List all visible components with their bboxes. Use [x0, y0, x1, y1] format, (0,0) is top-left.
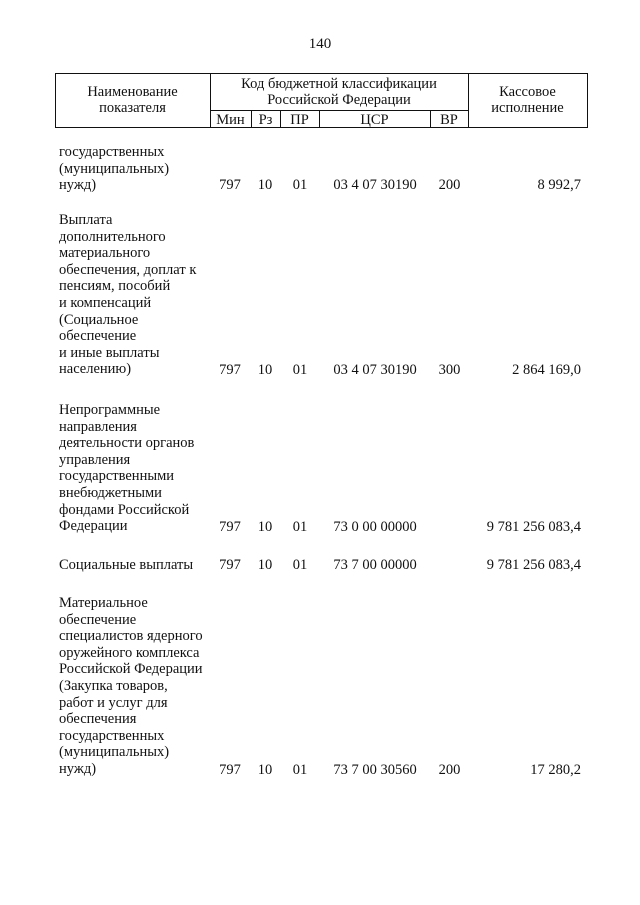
header-rz: Рз: [258, 112, 273, 128]
row-csr: 73 7 00 30560: [333, 762, 417, 778]
row-min: 797: [219, 362, 241, 378]
row-pr: 01: [292, 362, 308, 378]
row-name: Выплата дополнительного материального обеспечения, доплат к пенсиям, пособий и компенсаций (Социальное обеспечение и иные выплаты населению): [59, 212, 197, 378]
header-code-group: Код бюджетной классификации Российской Федерации: [241, 76, 437, 108]
row-vr: 200: [438, 177, 461, 193]
row-pr: 01: [292, 557, 308, 573]
page-number: 140: [308, 36, 332, 52]
header-amount-column: Кассовое исполнение: [491, 84, 564, 116]
header-top-border: [55, 73, 588, 74]
header-right-border: [587, 73, 588, 128]
header-vr: ВР: [440, 112, 458, 128]
row-rz: 10: [257, 362, 273, 378]
row-csr: 03 4 07 30190: [333, 177, 417, 193]
row-amount: 9 781 256 083,4: [486, 519, 581, 535]
row-pr: 01: [292, 762, 308, 778]
row-name: государственных (муниципальных) нужд): [59, 144, 170, 194]
row-rz: 10: [257, 177, 273, 193]
row-amount: 17 280,2: [530, 762, 581, 778]
row-min: 797: [219, 519, 241, 535]
row-csr: 03 4 07 30190: [333, 362, 417, 378]
row-amount: 2 864 169,0: [512, 362, 581, 378]
header-csr: ЦСР: [360, 112, 389, 128]
row-min: 797: [219, 177, 241, 193]
row-min: 797: [219, 557, 241, 573]
row-pr: 01: [292, 519, 308, 535]
row-pr: 01: [292, 177, 308, 193]
row-min: 797: [219, 762, 241, 778]
row-rz: 10: [257, 519, 273, 535]
row-vr: 300: [438, 362, 461, 378]
row-name: Социальные выплаты: [59, 557, 194, 573]
row-csr: 73 7 00 00000: [333, 557, 417, 573]
row-rz: 10: [257, 557, 273, 573]
row-name: Непрограммные направления деятельности органов управления государственными внебюджетными фондами Российской Федерации: [59, 402, 195, 535]
row-amount: 9 781 256 083,4: [486, 557, 581, 573]
header-name-column: Наименование показателя: [87, 84, 178, 116]
row-rz: 10: [257, 762, 273, 778]
row-amount: 8 992,7: [537, 177, 581, 193]
row-name: Материальное обеспечение специалистов ядерного оружейного комплекса Российской Федерации (Закупка товаров, работ и услуг для обеспечения государственных (муниципальных) нужд): [59, 595, 203, 777]
row-csr: 73 0 00 00000: [333, 519, 417, 535]
row-vr: 200: [438, 762, 461, 778]
header-pr: ПР: [290, 112, 309, 128]
table-header: [55, 73, 588, 128]
header-min: Мин: [216, 112, 245, 128]
